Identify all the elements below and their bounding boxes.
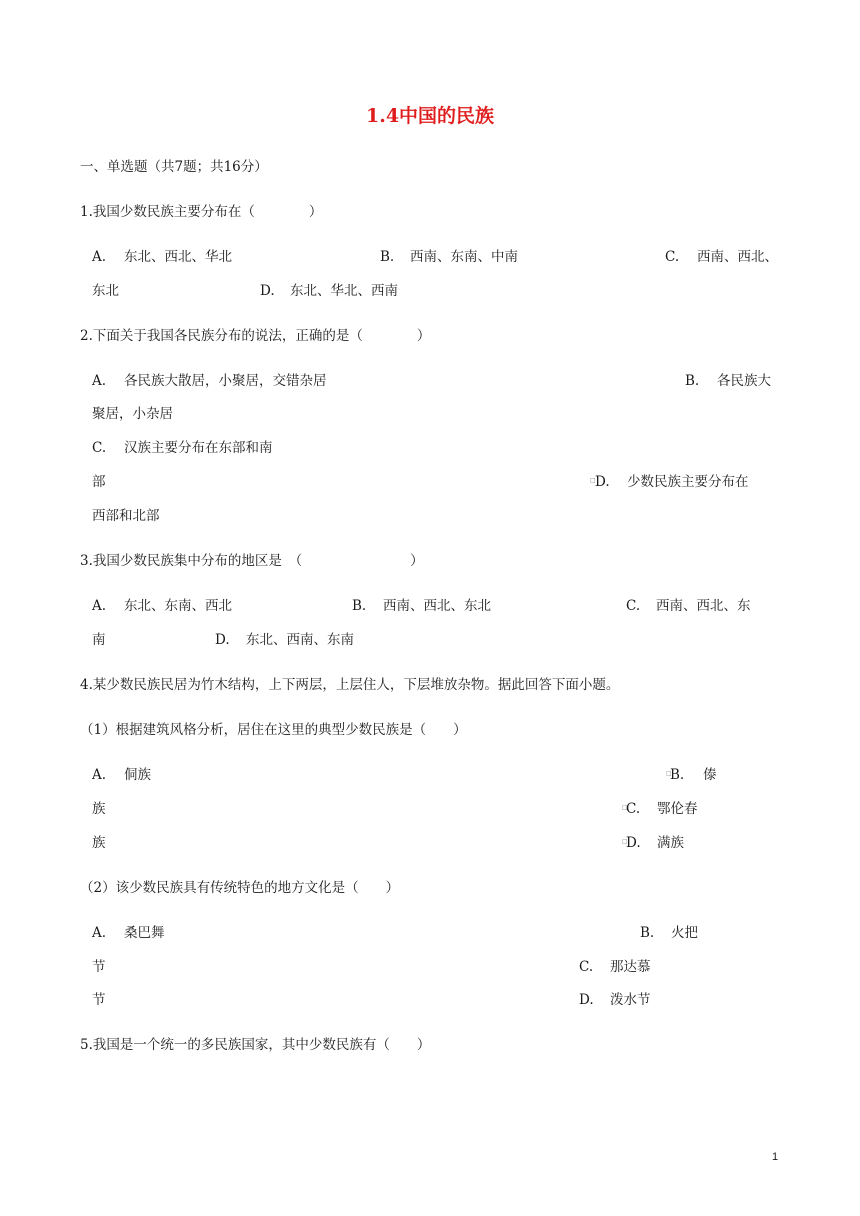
option-letter: B. — [380, 249, 395, 265]
question-stem: 1.我国少数民族主要分布在（ ） — [80, 204, 323, 220]
page-number: 1 — [772, 1151, 779, 1163]
option-text: 西南、东南、中南 — [410, 249, 518, 265]
placeholder-mark: □ — [622, 838, 628, 845]
option-letter: B. — [685, 373, 700, 389]
option-continuation: 东北 — [92, 283, 119, 299]
option-text: 西南、西北、东 — [656, 598, 751, 614]
option-letter: A. — [92, 767, 107, 783]
option-continuation: 节 — [92, 992, 106, 1008]
option-letter: D. — [579, 992, 594, 1008]
option-continuation: 族 — [92, 835, 106, 851]
option-text: 东北、东南、西北 — [124, 598, 232, 614]
option-continuation: 族 — [92, 801, 106, 817]
option-continuation: 聚居，小杂居 — [92, 406, 173, 422]
option-text: 侗族 — [124, 767, 151, 783]
option-continuation: 西部和北部 — [92, 508, 160, 524]
option-letter: D. — [215, 632, 230, 648]
option-letter: B. — [352, 598, 367, 614]
sub-question-stem: （1）根据建筑风格分析，居住在这里的典型少数民族是（ ） — [80, 722, 467, 738]
option-text: 西南、西北、 — [697, 249, 778, 265]
option-text: 各民族大 — [717, 373, 771, 389]
page-title: 1.4中国的民族 — [366, 105, 495, 127]
option-letter: B. — [640, 925, 655, 941]
option-text: 那达慕 — [610, 959, 651, 975]
option-letter: A. — [92, 598, 107, 614]
option-text: 傣 — [703, 767, 717, 783]
option-letter: D. — [626, 835, 641, 851]
option-letter: C. — [92, 440, 107, 456]
option-letter: C. — [665, 249, 680, 265]
question-stem: 3.我国少数民族集中分布的地区是 （ ） — [80, 553, 424, 569]
option-text: 各民族大散居，小聚居，交错杂居 — [124, 373, 327, 389]
option-continuation: 南 — [92, 632, 106, 648]
question-stem: 4.某少数民族民居为竹木结构，上下两层，上层住人，下层堆放杂物。据此回答下面小题。 — [80, 677, 620, 693]
option-letter: C. — [626, 598, 641, 614]
placeholder-mark: □ — [622, 804, 628, 811]
option-text: 东北、西北、华北 — [124, 249, 232, 265]
option-letter: B. — [670, 767, 685, 783]
option-letter: D. — [595, 474, 610, 490]
option-text: 西南、西北、东北 — [383, 598, 491, 614]
option-continuation: 部 — [92, 474, 106, 490]
option-text: 汉族主要分布在东部和南 — [124, 440, 273, 456]
option-text: 东北、西南、东南 — [246, 632, 354, 648]
option-text: 东北、华北、西南 — [290, 283, 398, 299]
option-letter: D. — [260, 283, 275, 299]
option-text: 少数民族主要分布在 — [627, 474, 749, 490]
option-letter: C. — [579, 959, 594, 975]
option-text: 桑巴舞 — [124, 925, 165, 941]
placeholder-mark: □ — [666, 770, 672, 777]
question-stem: 5.我国是一个统一的多民族国家，其中少数民族有（ ） — [80, 1037, 431, 1053]
option-letter: A. — [92, 249, 107, 265]
option-text: 鄂伦春 — [657, 801, 698, 817]
placeholder-mark: □ — [590, 477, 596, 484]
option-text: 满族 — [657, 835, 684, 851]
sub-question-stem: （2）该少数民族具有传统特色的地方文化是（ ） — [80, 880, 400, 896]
option-continuation: 节 — [92, 959, 106, 975]
option-letter: A. — [92, 925, 107, 941]
option-letter: C. — [626, 801, 641, 817]
question-stem: 2.下面关于我国各民族分布的说法，正确的是（ ） — [80, 328, 431, 344]
option-text: 泼水节 — [610, 992, 651, 1008]
option-text: 火把 — [671, 925, 698, 941]
section-heading: 一、单选题（共7题；共16分） — [80, 159, 268, 175]
option-letter: A. — [92, 373, 107, 389]
